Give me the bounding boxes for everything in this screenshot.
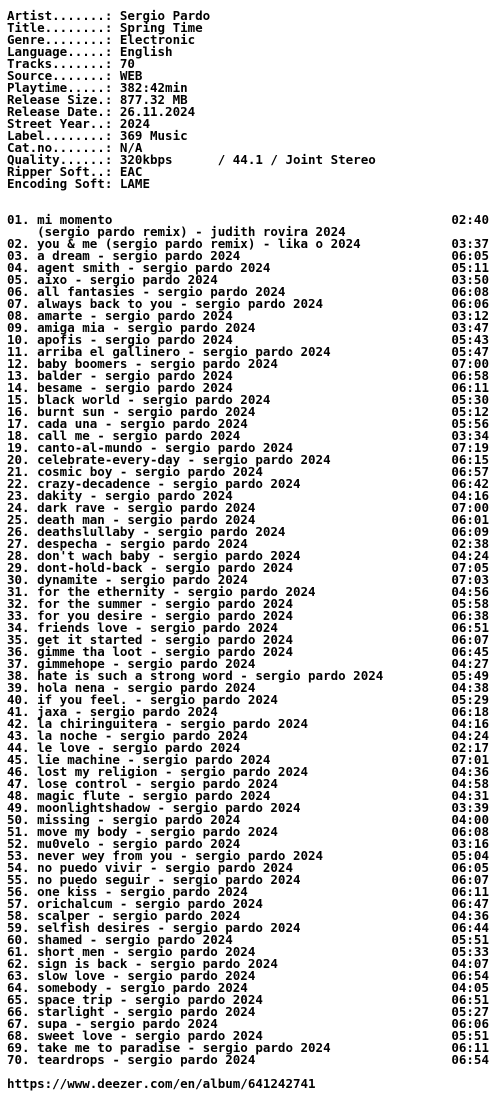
track-title: 07. always back to you - sergio pardo 2024 bbox=[7, 296, 324, 311]
track-title: 20. celebrate-every-day - sergio pardo 2024 bbox=[7, 452, 331, 467]
track-title: 09. amiga mia - sergio pardo 2024 bbox=[7, 320, 256, 335]
track-title: 25. death man - sergio pardo 2024 bbox=[7, 512, 256, 527]
track-title: 22. crazy-decadence - sergio pardo 2024 bbox=[7, 476, 301, 491]
track-title: 50. missing - sergio pardo 2024 bbox=[7, 812, 241, 827]
metadata-line: Artist.......: Sergio Pardo bbox=[7, 8, 211, 23]
track-title: 54. no puedo vivir - sergio pardo 2024 bbox=[7, 860, 293, 875]
metadata-line: Language.....: English bbox=[7, 44, 173, 59]
metadata-line: Label........: 369 Music bbox=[7, 128, 188, 143]
track-title: 68. sweet love - sergio pardo 2024 bbox=[7, 1028, 263, 1043]
track-duration: 05:04 bbox=[451, 848, 489, 863]
track-duration: 03:39 bbox=[451, 800, 489, 815]
track-title: 48. magic flute - sergio pardo 2024 bbox=[7, 788, 271, 803]
track-duration: 05:51 bbox=[451, 1028, 489, 1043]
track-duration: 04:58 bbox=[451, 776, 489, 791]
track-title: 02. you & me (sergio pardo remix) - lika o 2024 bbox=[7, 236, 361, 251]
metadata-line: Street Year..: 2024 bbox=[7, 116, 150, 131]
track-duration: 04:16 bbox=[451, 716, 489, 731]
track-duration: 05:33 bbox=[451, 944, 489, 959]
metadata-line: Playtime.....: 382:42min bbox=[7, 80, 188, 95]
track-duration: 03:34 bbox=[451, 428, 489, 443]
track-duration: 04:24 bbox=[451, 548, 489, 563]
track-duration: 06:07 bbox=[451, 872, 489, 887]
track-title: 11. arriba el gallinero - sergio pardo 2024 bbox=[7, 344, 331, 359]
track-title: 36. gimme tha loot - sergio pardo 2024 bbox=[7, 644, 293, 659]
track-title: 66. starlight - sergio pardo 2024 bbox=[7, 1004, 256, 1019]
track-duration: 07:00 bbox=[451, 356, 489, 371]
track-title: 01. mi momento bbox=[7, 212, 113, 227]
track-title: 08. amarte - sergio pardo 2024 bbox=[7, 308, 233, 323]
track-duration: 07:19 bbox=[451, 440, 489, 455]
track-title: 23. dakity - sergio pardo 2024 bbox=[7, 488, 233, 503]
track-title: 59. selfish desires - sergio pardo 2024 bbox=[7, 920, 301, 935]
album-url[interactable]: https://www.deezer.com/en/album/641242741 bbox=[7, 1076, 316, 1091]
track-title: 40. if you feel. - sergio pardo 2024 bbox=[7, 692, 278, 707]
track-title: 37. gimmehope - sergio pardo 2024 bbox=[7, 656, 256, 671]
track-title: 38. hate is such a strong word - sergio pardo 2024 bbox=[7, 668, 384, 683]
track-duration: 04:24 bbox=[451, 728, 489, 743]
track-duration: 04:07 bbox=[451, 956, 489, 971]
track-duration: 06:54 bbox=[451, 968, 489, 983]
track-duration: 04:36 bbox=[451, 764, 489, 779]
track-title: 39. hola nena - sergio pardo 2024 bbox=[7, 680, 256, 695]
track-duration: 03:37 bbox=[451, 236, 489, 251]
track-title: 19. canto-al-mundo - sergio pardo 2024 bbox=[7, 440, 293, 455]
track-title: 56. one kiss - sergio pardo 2024 bbox=[7, 884, 248, 899]
track-duration: 06:57 bbox=[451, 464, 489, 479]
track-title: 70. teardrops - sergio pardo 2024 bbox=[7, 1052, 256, 1067]
track-title: 10. apofis - sergio pardo 2024 bbox=[7, 332, 233, 347]
track-title: 64. somebody - sergio pardo 2024 bbox=[7, 980, 248, 995]
track-duration: 05:30 bbox=[451, 392, 489, 407]
track-title: 16. burnt sun - sergio pardo 2024 bbox=[7, 404, 256, 419]
track-duration: 06:51 bbox=[451, 992, 489, 1007]
track-duration: 04:31 bbox=[451, 788, 489, 803]
track-duration: 06:58 bbox=[451, 368, 489, 383]
track-duration: 06:09 bbox=[451, 524, 489, 539]
track-duration: 05:47 bbox=[451, 344, 489, 359]
track-duration: 05:29 bbox=[451, 692, 489, 707]
metadata-line: Quality......: 320kbps / 44.1 / Joint Stereo bbox=[7, 152, 376, 167]
release-info-document bbox=[7, 10, 489, 1090]
metadata-line: Genre........: Electronic bbox=[7, 32, 196, 47]
track-title: 32. for the summer - sergio pardo 2024 bbox=[7, 596, 293, 611]
track-title: 45. lie machine - sergio pardo 2024 bbox=[7, 752, 271, 767]
track-duration: 02:38 bbox=[451, 536, 489, 551]
release-metadata bbox=[7, 10, 489, 190]
track-title: 14. besame - sergio pardo 2024 bbox=[7, 380, 233, 395]
track-title: 43. la noche - sergio pardo 2024 bbox=[7, 728, 248, 743]
track-title: 17. cada una - sergio pardo 2024 bbox=[7, 416, 248, 431]
track-duration: 03:50 bbox=[451, 272, 489, 287]
track-duration: 06:11 bbox=[451, 1040, 489, 1055]
track-duration: 06:45 bbox=[451, 644, 489, 659]
track-title: 26. deathslullaby - sergio pardo 2024 bbox=[7, 524, 286, 539]
track-title: 04. agent smith - sergio pardo 2024 bbox=[7, 260, 271, 275]
metadata-line: Tracks.......: 70 bbox=[7, 56, 135, 71]
track-row bbox=[7, 1054, 489, 1066]
metadata-line: Encoding Soft: LAME bbox=[7, 176, 150, 191]
track-duration: 04:56 bbox=[451, 584, 489, 599]
track-duration: 06:11 bbox=[451, 884, 489, 899]
track-title: 35. get it started - sergio pardo 2024 bbox=[7, 632, 293, 647]
track-title: 30. dynamite - sergio pardo 2024 bbox=[7, 572, 248, 587]
spacer bbox=[7, 190, 489, 214]
track-duration: 02:17 bbox=[451, 740, 489, 755]
metadata-line: Release Date.: 26.11.2024 bbox=[7, 104, 196, 119]
track-duration: 05:11 bbox=[451, 260, 489, 275]
track-title: 55. no puedo seguir - sergio pardo 2024 bbox=[7, 872, 301, 887]
track-duration: 05:58 bbox=[451, 596, 489, 611]
track-title: 62. sign is back - sergio pardo 2024 bbox=[7, 956, 278, 971]
track-duration: 06:18 bbox=[451, 704, 489, 719]
track-title: 46. lost my religion - sergio pardo 2024 bbox=[7, 764, 309, 779]
track-duration: 04:00 bbox=[451, 812, 489, 827]
track-duration: 05:51 bbox=[451, 932, 489, 947]
track-title: 33. for you desire - sergio pardo 2024 bbox=[7, 608, 293, 623]
track-title: 12. baby boomers - sergio pardo 2024 bbox=[7, 356, 278, 371]
track-duration: 06:05 bbox=[451, 860, 489, 875]
track-title: 52. mu0velo - sergio pardo 2024 bbox=[7, 836, 241, 851]
track-title: 03. a dream - sergio pardo 2024 bbox=[7, 248, 241, 263]
track-duration: 03:47 bbox=[451, 320, 489, 335]
track-duration: 06:05 bbox=[451, 248, 489, 263]
track-title: 05. aixo - sergio pardo 2024 bbox=[7, 272, 218, 287]
track-title: 18. call me - sergio pardo 2024 bbox=[7, 428, 241, 443]
track-title: 13. balder - sergio pardo 2024 bbox=[7, 368, 233, 383]
track-title: 24. dark rave - sergio pardo 2024 bbox=[7, 500, 256, 515]
metadata-line: Source.......: WEB bbox=[7, 68, 143, 83]
track-title: 61. short men - sergio pardo 2024 bbox=[7, 944, 256, 959]
track-title: 34. friends love - sergio pardo 2024 bbox=[7, 620, 278, 635]
track-title: (sergio pardo remix) - judith rovira 2024 bbox=[7, 224, 346, 239]
track-title: 65. space trip - sergio pardo 2024 bbox=[7, 992, 263, 1007]
track-duration: 06:07 bbox=[451, 632, 489, 647]
metadata-line: Release Size.: 877.32 MB bbox=[7, 92, 188, 107]
track-title: 28. don't wach baby - sergio pardo 2024 bbox=[7, 548, 301, 563]
track-title: 06. all fantasies - sergio pardo 2024 bbox=[7, 284, 286, 299]
track-title: 51. move my body - sergio pardo 2024 bbox=[7, 824, 278, 839]
track-duration: 06:01 bbox=[451, 512, 489, 527]
track-title: 58. scalper - sergio pardo 2024 bbox=[7, 908, 241, 923]
track-duration: 05:43 bbox=[451, 332, 489, 347]
tracklist bbox=[7, 214, 489, 1066]
metadata-line: Ripper Soft..: EAC bbox=[7, 164, 143, 179]
track-title: 29. dont-hold-back - sergio pardo 2024 bbox=[7, 560, 293, 575]
track-duration: 02:40 bbox=[451, 212, 489, 227]
track-title: 15. black world - sergio pardo 2024 bbox=[7, 392, 271, 407]
track-duration: 05:49 bbox=[451, 668, 489, 683]
track-duration: 04:36 bbox=[451, 908, 489, 923]
track-duration: 05:12 bbox=[451, 404, 489, 419]
track-duration: 06:42 bbox=[451, 476, 489, 491]
track-duration: 04:16 bbox=[451, 488, 489, 503]
track-title: 44. le love - sergio pardo 2024 bbox=[7, 740, 241, 755]
metadata-line: Title........: Spring Time bbox=[7, 20, 203, 35]
track-duration: 06:38 bbox=[451, 608, 489, 623]
metadata-line: Cat.no.......: N/A bbox=[7, 140, 143, 155]
track-title: 53. never wey from you - sergio pardo 2024 bbox=[7, 848, 324, 863]
track-duration: 06:06 bbox=[451, 1016, 489, 1031]
track-title: 31. for the ethernity - sergio pardo 2024 bbox=[7, 584, 316, 599]
track-duration: 07:03 bbox=[451, 572, 489, 587]
track-duration: 05:56 bbox=[451, 416, 489, 431]
track-duration: 04:38 bbox=[451, 680, 489, 695]
track-duration: 05:27 bbox=[451, 1004, 489, 1019]
track-title: 63. slow love - sergio pardo 2024 bbox=[7, 968, 256, 983]
track-title: 42. la chiringuitera - sergio pardo 2024 bbox=[7, 716, 309, 731]
track-duration: 06:54 bbox=[451, 1052, 489, 1067]
track-title: 27. despecha - sergio pardo 2024 bbox=[7, 536, 248, 551]
track-duration: 07:05 bbox=[451, 560, 489, 575]
track-title: 41. jaxa - sergio pardo 2024 bbox=[7, 704, 218, 719]
track-title: 47. lose control - sergio pardo 2024 bbox=[7, 776, 278, 791]
track-duration: 07:00 bbox=[451, 500, 489, 515]
track-duration: 06:44 bbox=[451, 920, 489, 935]
track-duration: 04:05 bbox=[451, 980, 489, 995]
track-duration: 03:16 bbox=[451, 836, 489, 851]
track-title: 57. orichalcum - sergio pardo 2024 bbox=[7, 896, 263, 911]
track-duration: 03:12 bbox=[451, 308, 489, 323]
track-duration: 06:15 bbox=[451, 452, 489, 467]
track-title: 69. take me to paradise - sergio pardo 2024 bbox=[7, 1040, 331, 1055]
track-duration: 06:11 bbox=[451, 380, 489, 395]
track-title: 21. cosmic boy - sergio pardo 2024 bbox=[7, 464, 263, 479]
track-duration: 06:06 bbox=[451, 296, 489, 311]
track-title: 49. moonlightshadow - sergio pardo 2024 bbox=[7, 800, 301, 815]
track-duration: 07:01 bbox=[451, 752, 489, 767]
track-title: 67. supa - sergio pardo 2024 bbox=[7, 1016, 218, 1031]
track-duration: 06:51 bbox=[451, 620, 489, 635]
track-duration: 06:08 bbox=[451, 824, 489, 839]
track-duration: 06:47 bbox=[451, 896, 489, 911]
track-title: 60. shamed - sergio pardo 2024 bbox=[7, 932, 233, 947]
track-duration: 06:08 bbox=[451, 284, 489, 299]
track-duration: 04:27 bbox=[451, 656, 489, 671]
